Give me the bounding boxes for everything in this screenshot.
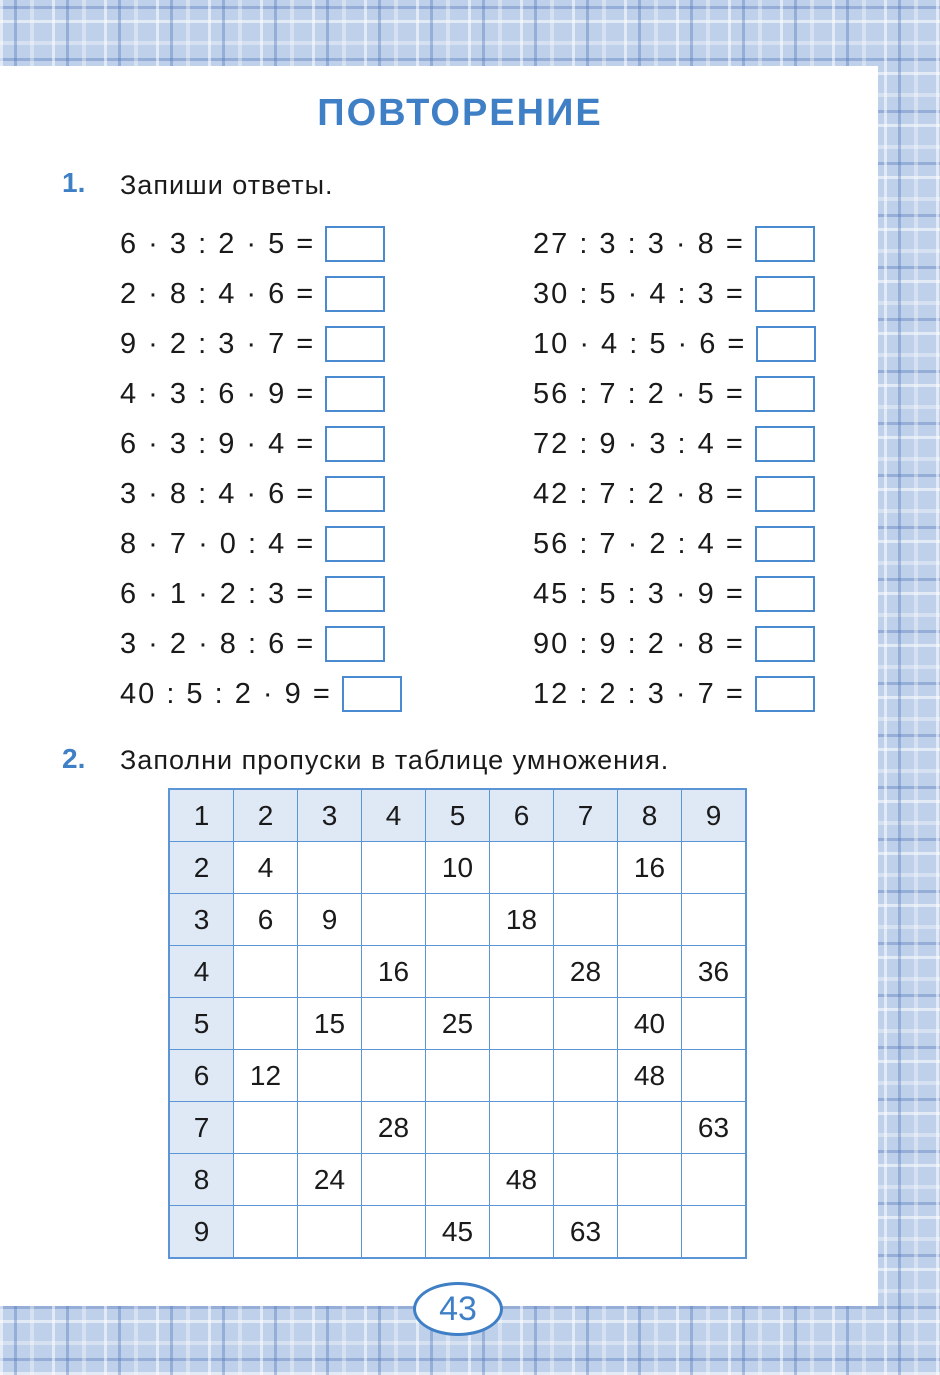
table-cell: 7 bbox=[169, 1102, 234, 1154]
answer-box[interactable] bbox=[325, 426, 385, 462]
table-cell: 28 bbox=[362, 1102, 426, 1154]
table-cell bbox=[490, 842, 554, 894]
table-row bbox=[169, 1206, 746, 1259]
table-cell bbox=[298, 1102, 362, 1154]
answer-box[interactable] bbox=[325, 476, 385, 512]
table-cell: 45 bbox=[426, 1206, 490, 1259]
table-cell bbox=[362, 998, 426, 1050]
table-cell bbox=[554, 998, 618, 1050]
answer-box[interactable] bbox=[325, 576, 385, 612]
table-cell bbox=[490, 1206, 554, 1259]
page-number: 43 bbox=[413, 1282, 503, 1336]
task1-instruction: Запиши ответы. bbox=[120, 170, 334, 200]
table-cell: 9 bbox=[682, 789, 747, 842]
table-cell: 2 bbox=[169, 842, 234, 894]
table-cell bbox=[682, 842, 747, 894]
answer-box[interactable] bbox=[325, 326, 385, 362]
answer-box[interactable] bbox=[755, 476, 815, 512]
table-cell: 63 bbox=[554, 1206, 618, 1259]
table-cell bbox=[426, 894, 490, 946]
table-cell bbox=[426, 1154, 490, 1206]
table-cell bbox=[362, 1206, 426, 1259]
table-cell bbox=[426, 946, 490, 998]
table-row bbox=[169, 1154, 746, 1206]
table-cell bbox=[362, 842, 426, 894]
table-row bbox=[169, 946, 746, 998]
table-cell bbox=[490, 1102, 554, 1154]
table-cell: 63 bbox=[682, 1102, 747, 1154]
table-cell: 4 bbox=[362, 789, 426, 842]
expression-text: 6 · 3 : 9 · 4 = bbox=[120, 427, 316, 460]
table-cell: 48 bbox=[490, 1154, 554, 1206]
answer-box[interactable] bbox=[325, 226, 385, 262]
answer-box[interactable] bbox=[755, 426, 815, 462]
table-cell bbox=[234, 1206, 298, 1259]
table-row bbox=[169, 1102, 746, 1154]
table-cell bbox=[234, 1154, 298, 1206]
left-expression-row bbox=[120, 224, 385, 264]
table-cell: 36 bbox=[682, 946, 747, 998]
right-expression-row bbox=[533, 274, 815, 314]
answer-box[interactable] bbox=[755, 676, 815, 712]
table-cell bbox=[234, 946, 298, 998]
expression-text: 9 · 2 : 3 · 7 = bbox=[120, 327, 316, 360]
answer-box[interactable] bbox=[755, 226, 815, 262]
table-cell: 18 bbox=[490, 894, 554, 946]
answer-box[interactable] bbox=[342, 676, 402, 712]
answer-box[interactable] bbox=[755, 576, 815, 612]
expression-text: 40 : 5 : 2 · 9 = bbox=[120, 677, 332, 710]
table-cell: 8 bbox=[618, 789, 682, 842]
expression-text: 6 · 3 : 2 · 5 = bbox=[120, 227, 316, 260]
right-expression-row bbox=[533, 474, 815, 514]
table-cell bbox=[554, 894, 618, 946]
table-cell: 6 bbox=[234, 894, 298, 946]
task2-number: 2. bbox=[62, 743, 86, 774]
table-cell: 2 bbox=[234, 789, 298, 842]
table-cell bbox=[618, 894, 682, 946]
table-cell bbox=[298, 1206, 362, 1259]
table-cell bbox=[362, 894, 426, 946]
table-cell bbox=[618, 946, 682, 998]
table-cell bbox=[234, 998, 298, 1050]
table-cell: 48 bbox=[618, 1050, 682, 1102]
expression-text: 10 · 4 : 5 · 6 = bbox=[533, 327, 747, 360]
table-cell: 1 bbox=[169, 789, 234, 842]
expression-text: 27 : 3 : 3 · 8 = bbox=[533, 227, 745, 260]
table-cell bbox=[490, 1050, 554, 1102]
left-expression-row bbox=[120, 624, 385, 664]
table-cell bbox=[618, 1154, 682, 1206]
table-cell bbox=[426, 1102, 490, 1154]
right-expression-row bbox=[533, 574, 815, 614]
multiplication-table bbox=[168, 788, 747, 1259]
table-cell: 5 bbox=[426, 789, 490, 842]
table-cell bbox=[618, 1102, 682, 1154]
answer-box[interactable] bbox=[325, 526, 385, 562]
expression-text: 3 · 2 · 8 : 6 = bbox=[120, 627, 316, 660]
table-cell bbox=[362, 1154, 426, 1206]
table-cell bbox=[682, 894, 747, 946]
answer-box[interactable] bbox=[755, 626, 815, 662]
answer-box[interactable] bbox=[325, 376, 385, 412]
right-expression-row bbox=[533, 674, 815, 714]
table-cell: 6 bbox=[169, 1050, 234, 1102]
table-cell: 28 bbox=[554, 946, 618, 998]
expression-text: 2 · 8 : 4 · 6 = bbox=[120, 277, 316, 310]
expression-text: 6 · 1 · 2 : 3 = bbox=[120, 577, 316, 610]
table-cell bbox=[426, 1050, 490, 1102]
table-cell: 24 bbox=[298, 1154, 362, 1206]
table-cell: 25 bbox=[426, 998, 490, 1050]
table-cell: 15 bbox=[298, 998, 362, 1050]
table-cell: 16 bbox=[618, 842, 682, 894]
answer-box[interactable] bbox=[325, 276, 385, 312]
table-cell bbox=[682, 1154, 747, 1206]
left-expression-row bbox=[120, 324, 385, 364]
expression-text: 4 · 3 : 6 · 9 = bbox=[120, 377, 316, 410]
right-expression-row bbox=[533, 324, 816, 364]
expression-text: 72 : 9 · 3 : 4 = bbox=[533, 427, 745, 460]
table-cell: 9 bbox=[298, 894, 362, 946]
table-row bbox=[169, 842, 746, 894]
table-cell bbox=[298, 946, 362, 998]
table-cell bbox=[554, 842, 618, 894]
table-cell bbox=[298, 1050, 362, 1102]
table-cell bbox=[298, 842, 362, 894]
table-cell: 16 bbox=[362, 946, 426, 998]
left-expression-row bbox=[120, 424, 385, 464]
table-cell: 7 bbox=[554, 789, 618, 842]
page-title: ПОВТОРЕНИЕ bbox=[317, 92, 603, 134]
table-cell bbox=[618, 1206, 682, 1259]
table-row bbox=[169, 1050, 746, 1102]
table-cell bbox=[362, 1050, 426, 1102]
left-expression-row bbox=[120, 474, 385, 514]
task2-instruction: Заполни пропуски в таблице умножения. bbox=[120, 745, 670, 775]
right-expression-row bbox=[533, 424, 815, 464]
left-expression-row bbox=[120, 524, 385, 564]
table-cell bbox=[234, 1102, 298, 1154]
left-expression-row bbox=[120, 274, 385, 314]
expression-text: 56 : 7 : 2 · 5 = bbox=[533, 377, 745, 410]
right-expression-row bbox=[533, 224, 815, 264]
table-cell bbox=[682, 998, 747, 1050]
table-cell: 5 bbox=[169, 998, 234, 1050]
table-cell bbox=[554, 1102, 618, 1154]
table-cell bbox=[490, 998, 554, 1050]
table-row bbox=[169, 894, 746, 946]
table-row bbox=[169, 789, 746, 842]
expression-text: 56 : 7 · 2 : 4 = bbox=[533, 527, 745, 560]
expression-text: 3 · 8 : 4 · 6 = bbox=[120, 477, 316, 510]
table-cell bbox=[682, 1206, 747, 1259]
table-cell: 4 bbox=[234, 842, 298, 894]
right-expression-row bbox=[533, 374, 815, 414]
table-cell bbox=[554, 1050, 618, 1102]
left-expression-row bbox=[120, 374, 385, 414]
table-cell bbox=[682, 1050, 747, 1102]
table-cell: 6 bbox=[490, 789, 554, 842]
expression-text: 8 · 7 · 0 : 4 = bbox=[120, 527, 316, 560]
task1-number: 1. bbox=[62, 167, 86, 198]
table-cell bbox=[554, 1154, 618, 1206]
table-cell: 10 bbox=[426, 842, 490, 894]
right-expression-row bbox=[533, 624, 815, 664]
table-cell: 4 bbox=[169, 946, 234, 998]
right-expression-row bbox=[533, 524, 815, 564]
expression-text: 30 : 5 · 4 : 3 = bbox=[533, 277, 745, 310]
table-cell: 12 bbox=[234, 1050, 298, 1102]
expression-text: 45 : 5 : 3 · 9 = bbox=[533, 577, 745, 610]
table-cell: 8 bbox=[169, 1154, 234, 1206]
expression-text: 90 : 9 : 2 · 8 = bbox=[533, 627, 745, 660]
answer-box[interactable] bbox=[755, 276, 815, 312]
table-cell: 40 bbox=[618, 998, 682, 1050]
table-cell: 3 bbox=[169, 894, 234, 946]
left-expression-row bbox=[120, 574, 385, 614]
table-row bbox=[169, 998, 746, 1050]
expression-text: 42 : 7 : 2 · 8 = bbox=[533, 477, 745, 510]
expression-text: 12 : 2 : 3 · 7 = bbox=[533, 677, 745, 710]
left-expression-row bbox=[120, 674, 402, 714]
table-cell: 3 bbox=[298, 789, 362, 842]
answer-box[interactable] bbox=[755, 526, 815, 562]
answer-box[interactable] bbox=[756, 326, 816, 362]
answer-box[interactable] bbox=[755, 376, 815, 412]
table-cell: 9 bbox=[169, 1206, 234, 1259]
answer-box[interactable] bbox=[325, 626, 385, 662]
table-cell bbox=[490, 946, 554, 998]
